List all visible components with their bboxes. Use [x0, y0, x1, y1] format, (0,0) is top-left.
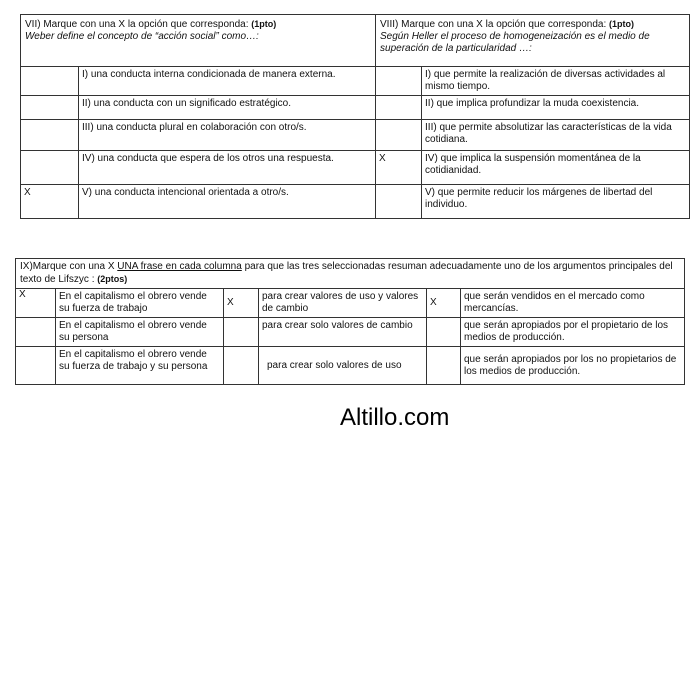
watermark-text: Altillo.com: [340, 404, 450, 431]
table-row: [21, 96, 690, 120]
questions-7-8-table: [20, 14, 690, 219]
q7-mark-3[interactable]: [21, 120, 79, 151]
q9-cell-2-2: para crear solo valores de cambio: [259, 318, 427, 347]
q9-cell-3-1: En el capitalismo el obrero vende su fuerza de trabajo y su persona: [56, 347, 224, 385]
q7-option-3: III) una conducta plural en colaboración con otro/s.: [79, 120, 376, 151]
q7-question: Weber define el concepto de “acción social” como…:: [25, 31, 259, 42]
q8-mark-2[interactable]: [376, 96, 422, 120]
q7-mark-5[interactable]: X: [21, 185, 79, 219]
q9-points: (2ptos): [97, 274, 128, 284]
q7-mark-1[interactable]: [21, 67, 79, 96]
q9-mark-1-3[interactable]: X: [427, 289, 461, 318]
q8-question: Según Heller el proceso de homogeneización es el medio de superación de la particularidad …:: [380, 31, 650, 54]
q8-points: (1pto): [609, 19, 635, 29]
q9-mark-1-2[interactable]: X: [224, 289, 259, 318]
q9-title-underline: UNA frase en cada columna: [117, 261, 242, 272]
table-row: [21, 120, 690, 151]
q9-cell-1-2: para crear valores de uso y valores de cambio: [259, 289, 427, 318]
q9-mark-2-2[interactable]: [224, 318, 259, 347]
q8-option-2: II) que implica profundizar la muda coexistencia.: [422, 96, 690, 120]
q9-cell-3-3: que serán apropiados por los no propietarios de los medios de producción.: [461, 347, 685, 385]
q8-title: VIII) Marque con una X la opción que corresponda:: [380, 19, 607, 30]
q7-option-4: IV) una conducta que espera de los otros una respuesta.: [79, 151, 376, 185]
q8-mark-4[interactable]: X: [376, 151, 422, 185]
q9-cell-2-3: que serán apropiados por el propietario de los medios de producción.: [461, 318, 685, 347]
table-row: [16, 347, 685, 385]
q8-mark-5[interactable]: [376, 185, 422, 219]
q8-header: [376, 15, 690, 67]
q7-mark-2[interactable]: [21, 96, 79, 120]
q8-option-4: IV) que implica la suspensión momentánea de la cotidianidad.: [422, 151, 690, 185]
q8-mark-1[interactable]: [376, 67, 422, 96]
question-9-table: [15, 258, 685, 385]
q9-mark-3-1[interactable]: [16, 347, 56, 385]
q9-mark-3-2[interactable]: [224, 347, 259, 385]
q9-cell-1-3: que serán vendidos en el mercado como mercancías.: [461, 289, 685, 318]
q7-title: VII) Marque con una X la opción que corresponda:: [25, 19, 249, 30]
q7-option-1: I) una conducta interna condicionada de manera externa.: [79, 67, 376, 96]
q7-points: (1pto): [251, 19, 277, 29]
q9-header: [16, 259, 685, 289]
q9-mark-2-1[interactable]: [16, 318, 56, 347]
q9-mark-2-3[interactable]: [427, 318, 461, 347]
q7-option-2: II) una conducta con un significado estratégico.: [79, 96, 376, 120]
q8-option-3: III) que permite absolutizar las características de la vida cotidiana.: [422, 120, 690, 151]
q9-cell-2-1: En el capitalismo el obrero vende su persona: [56, 318, 224, 347]
table-row: [16, 289, 685, 318]
q9-mark-1-1[interactable]: X: [16, 289, 56, 318]
q9-cell-1-1: En el capitalismo el obrero vende su fuerza de trabajo: [56, 289, 224, 318]
table-row: [21, 151, 690, 185]
q9-mark-3-3[interactable]: [427, 347, 461, 385]
q8-option-1: I) que permite la realización de diversas actividades al mismo tiempo.: [422, 67, 690, 96]
q9-title-post: para que las tres seleccionadas resuman adecuadamente uno de los argumentos principales del texto de Lifszyc :: [20, 261, 673, 285]
q7-mark-4[interactable]: [21, 151, 79, 185]
table-row: [21, 185, 690, 219]
q8-mark-3[interactable]: [376, 120, 422, 151]
q9-title-pre: IX)Marque con una X: [20, 261, 118, 272]
q7-option-5: V) una conducta intencional orientada a otro/s.: [79, 185, 376, 219]
table-row: [21, 67, 690, 96]
q8-option-5: V) que permite reducir los márgenes de libertad del individuo.: [422, 185, 690, 219]
q9-cell-3-2: para crear solo valores de uso: [259, 347, 427, 385]
q7-header: [21, 15, 376, 67]
table-row: [16, 318, 685, 347]
